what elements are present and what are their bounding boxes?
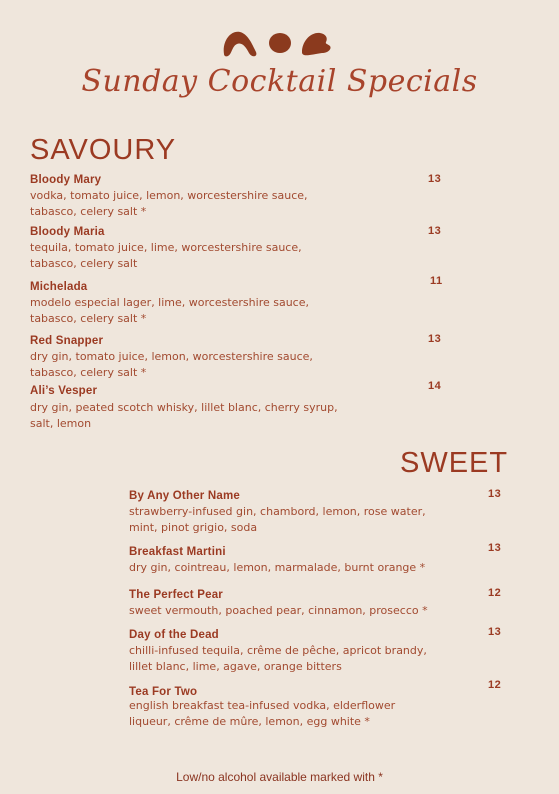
item-description: chilli-infused tequila, crême de pêche, apricot brandy, lillet blanc, lime, agave, orange bitters: [129, 644, 427, 673]
item-price: 13: [428, 333, 442, 345]
item-name: Red Snapper: [30, 335, 104, 347]
item-name: Breakfast Martini: [129, 546, 226, 558]
menu-item-bloody-mary: [30, 172, 308, 220]
item-price: 13: [488, 488, 502, 500]
menu-item-breakfast-martini: [129, 544, 425, 576]
item-price: 11: [430, 275, 443, 287]
menu-item-day-of-the-dead: [129, 627, 427, 675]
item-description: tequila, tomato juice, lime, worcestershire sauce, tabasco, celery salt: [30, 241, 302, 270]
menu-item-tea-for-two: [129, 684, 395, 730]
item-description: sweet vermouth, poached pear, cinnamon, prosecco *: [129, 604, 428, 617]
menu-item-bloody-maria: [30, 224, 302, 272]
item-description: dry gin, peated scotch whisky, lillet blanc, cherry syrup, salt, lemon: [30, 401, 338, 430]
savoury-heading: SAVOURY: [30, 134, 177, 166]
item-price: 12: [488, 679, 502, 691]
item-description: english breakfast tea-infused vodka, elderflower liqueur, crême de mûre, lemon, egg white *: [129, 699, 396, 728]
menu-item-michelada: [30, 279, 309, 327]
item-price: 14: [428, 380, 442, 392]
menu-item-by-any-other-name: [129, 488, 426, 536]
item-description: dry gin, cointreau, lemon, marmalade, burnt orange *: [129, 561, 426, 574]
menu-title: Sunday Cocktail Specials: [81, 64, 478, 99]
item-name: Michelada: [30, 281, 88, 293]
item-name: The Perfect Pear: [129, 589, 223, 601]
item-name: Tea For Two: [129, 686, 198, 698]
item-name: Bloody Mary: [30, 174, 102, 186]
item-price: 13: [428, 173, 442, 185]
menu-item-the-perfect-pear: [129, 587, 428, 619]
menu-item-red-snapper: [30, 333, 313, 381]
item-description: vodka, tomato juice, lemon, worcestershire sauce, tabasco, celery salt *: [30, 189, 308, 218]
item-name: Day of the Dead: [129, 629, 219, 641]
item-price: 13: [488, 542, 502, 554]
item-description: strawberry-infused gin, chambord, lemon, rose water, mint, pinot grigio, soda: [129, 505, 426, 534]
item-price: 13: [488, 626, 502, 638]
item-price: 12: [488, 587, 502, 599]
low-alcohol-note: Low/no alcohol available marked with *: [176, 770, 383, 784]
item-description: dry gin, tomato juice, lemon, worcestershire sauce, tabasco, celery salt *: [30, 350, 313, 379]
menu-item-alis-vesper: [30, 383, 338, 432]
item-name: By Any Other Name: [129, 490, 240, 502]
item-name: Bloody Maria: [30, 226, 105, 238]
restaurant-logo-icon: [222, 24, 334, 60]
item-description: modelo especial lager, lime, worcestershire sauce, tabasco, celery salt *: [30, 296, 309, 325]
item-name: Ali’s Vesper: [30, 385, 98, 397]
item-price: 13: [428, 225, 442, 237]
sweet-heading: SWEET: [400, 447, 509, 479]
